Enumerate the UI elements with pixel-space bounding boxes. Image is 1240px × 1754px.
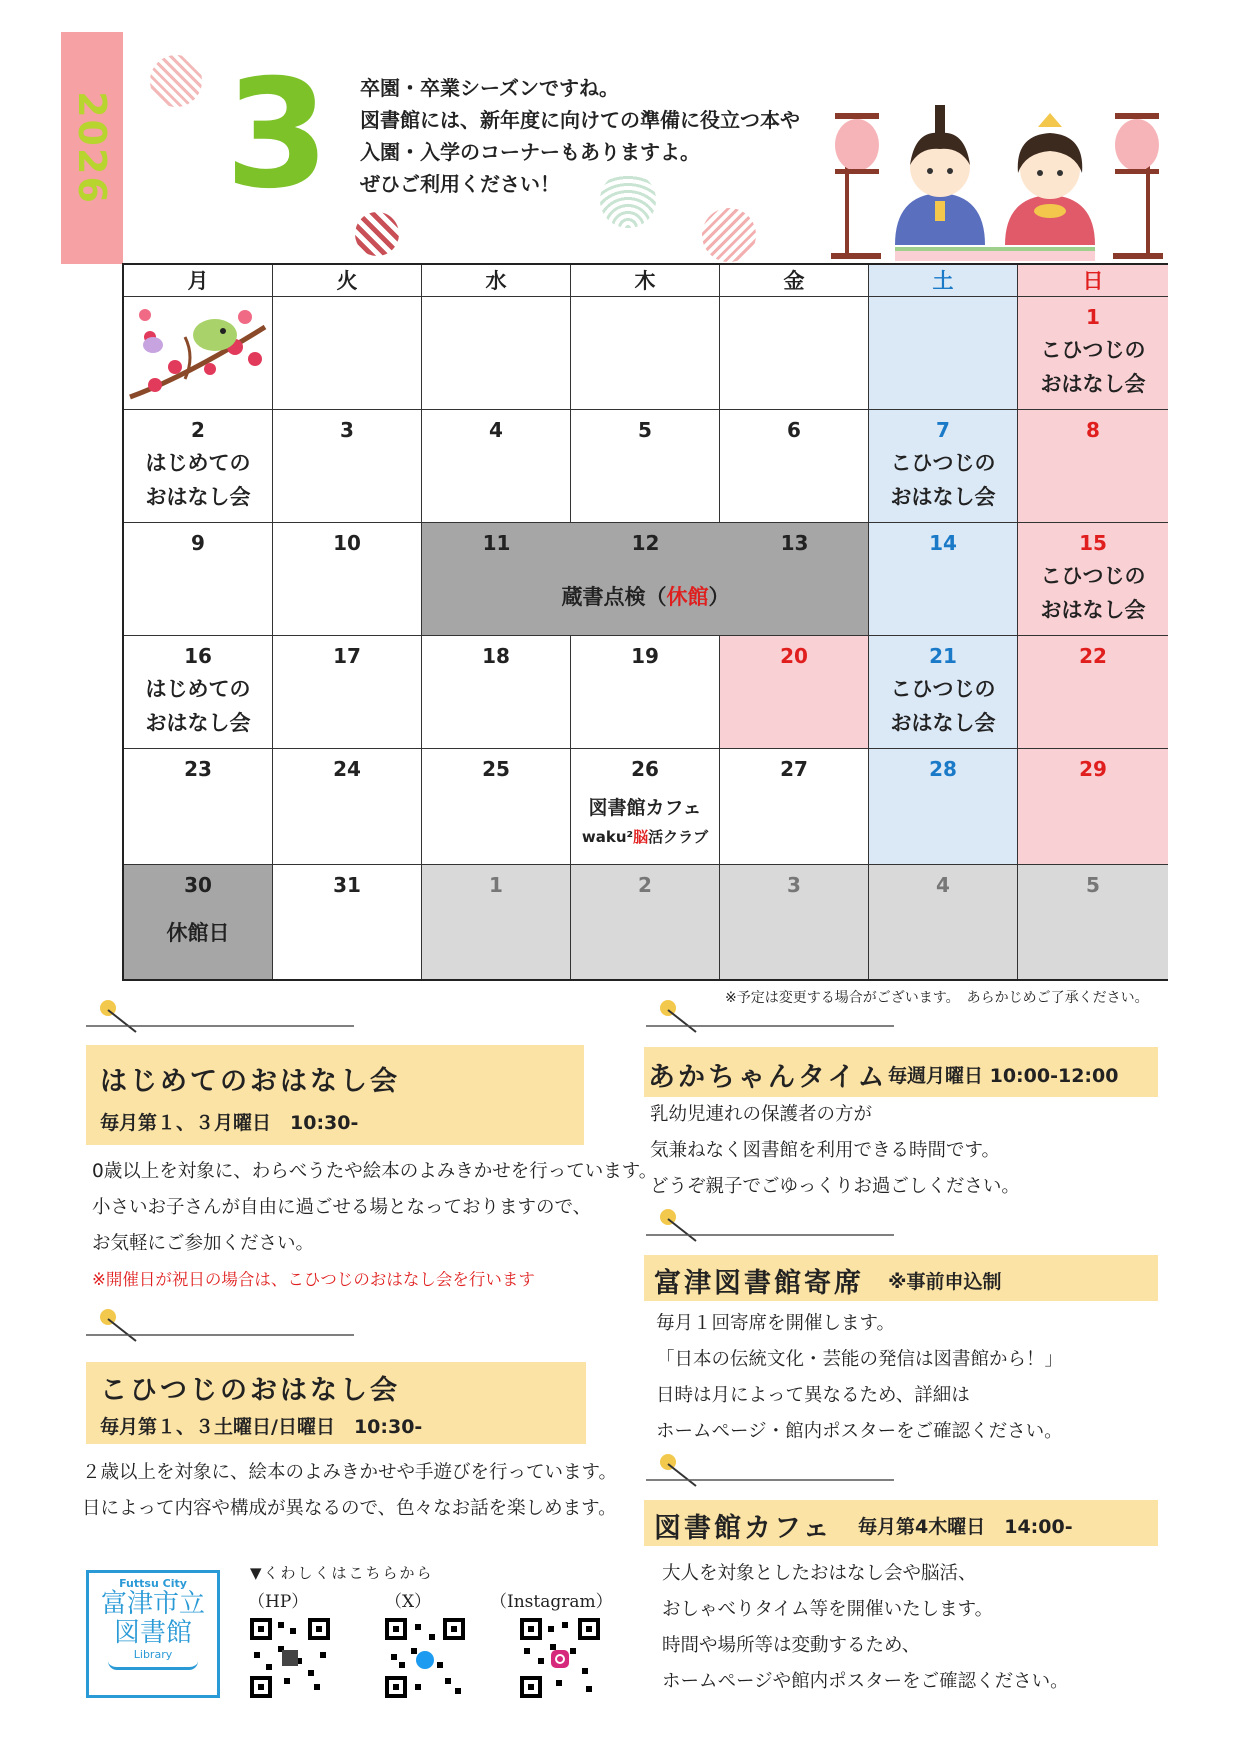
day-number: 16 [184,644,212,668]
day-number: 23 [184,757,212,781]
hp-label: （HP） [248,1592,309,1612]
day-number: 1 [489,873,503,897]
calendar-cell-day [1018,636,1168,749]
event-label: はじめての おはなし会 [145,451,251,509]
day-number: 6 [787,418,801,442]
calendar-cell-day [869,749,1018,865]
closure-label: 蔵書点検（休館） [561,585,730,609]
intro-line: 卒園・卒業シーズンですね。 [360,76,619,100]
event-label: 図書館カフェ [588,797,702,819]
holiday-warning: ※開催日が祝日の場合は、こひつじのおはなし会を行います [92,1270,535,1289]
day-number: 21 [929,644,957,668]
intro-line: 入園・入学のコーナーもありますよ。 [360,140,700,164]
day-number: 1 [1086,305,1100,329]
event-label: こひつじの おはなし会 [1040,338,1146,396]
calendar-cell-empty [273,297,422,410]
pin-divider-icon [646,1452,896,1492]
calendar-grid [122,263,1168,981]
x-qr-code-icon[interactable] [385,1618,465,1698]
yose-header [644,1255,1158,1301]
section-schedule: 毎月第１、３月曜日 10:30- [100,1112,359,1134]
calendar-cell-day [422,410,571,523]
day-number: 29 [1079,757,1107,781]
calendar-cell-day [273,749,422,865]
instagram-icon [551,1650,569,1668]
calendar-cell-day [869,523,1018,636]
section-title: はじめてのおはなし会 [100,1066,400,1097]
day-number: 17 [333,644,361,668]
akachan-description: 乳幼児連れの保護者の方が 気兼ねなく図書館を利用できる時間です。 どうぞ親子でごゆっくりお過ごしください。 [650,1104,1020,1197]
day-number: 12 [631,531,660,555]
intro-line: ぜひご利用ください！ [360,172,560,196]
weekday-header-sunday: 日 [1018,265,1168,297]
calendar-cell-day [422,636,571,749]
day-number: 11 [482,531,511,555]
section-title: あかちゃんタイム [648,1062,888,1093]
weekday-header: 金 [720,265,869,297]
calendar-cell-next-month [1018,865,1168,979]
pin-divider-icon [646,1207,896,1247]
day-number: 20 [780,644,808,668]
event-label: こひつじの おはなし会 [1040,564,1146,622]
calendar-cell-day [124,636,273,749]
calendar-cell-day [124,523,273,636]
calendar-cell-day [571,749,720,865]
calendar-cell-day [1018,523,1168,636]
calendar-cell-empty [869,297,1018,410]
day-number: 2 [638,873,652,897]
day-number: 7 [936,418,950,442]
weekday-header: 月 [124,265,273,297]
links-label: ▼くわしくはこちらから [250,1564,434,1582]
day-number: 30 [184,873,212,897]
section-schedule: ※事前申込制 [888,1271,1002,1293]
calendar-cell-day [1018,410,1168,523]
day-number: 4 [936,873,950,897]
calendar-cell-day [1018,297,1168,410]
hp-qr-code-icon[interactable] [250,1618,330,1698]
month-number: 3 [225,48,330,222]
event-label: はじめての おはなし会 [145,677,251,735]
calendar-cell-day [720,410,869,523]
calendar-cell-empty [720,297,869,410]
weekday-header: 木 [571,265,720,297]
day-number: 19 [631,644,659,668]
calendar-cell-day [273,865,422,979]
calendar-cell-next-month [869,865,1018,979]
weekday-header: 火 [273,265,422,297]
day-number: 13 [780,531,809,555]
hajimete-header [86,1045,584,1145]
calendar-cell-day [869,636,1018,749]
day-number: 24 [333,757,361,781]
calendar-cell-closed [124,865,273,979]
instagram-label: （Instagram） [490,1592,613,1612]
day-number: 5 [638,418,652,442]
plum-bird-illustration [125,297,271,407]
section-title: 富津図書館寄席 [654,1268,864,1299]
event-label: こひつじの おはなし会 [890,451,996,509]
odairi-doll-icon [895,105,985,245]
intro-message [360,72,800,200]
cafe-header [644,1500,1158,1546]
pin-divider-icon [86,998,356,1038]
day-number: 22 [1079,644,1107,668]
day-number: 15 [1079,531,1107,555]
event-label: こひつじの おはなし会 [890,677,996,735]
day-number: 26 [631,757,659,781]
calendar-cell-day [273,636,422,749]
kohitsuji-description: ２歳以上を対象に、絵本のよみきかせや手遊びを行っています。 日によって内容や構成が異なるので、色々なお話を楽しめます。 [82,1462,618,1519]
day-number: 28 [929,757,957,781]
day-number: 3 [787,873,801,897]
calendar-cell-next-month [571,865,720,979]
calendar-closure-block [422,523,869,636]
pattern-circle-decoration [702,208,756,262]
event-label: 休館日 [166,921,230,945]
calendar-cell-next-month [720,865,869,979]
calendar-cell-day [124,410,273,523]
weekday-header: 水 [422,265,571,297]
calendar-cell-day [1018,749,1168,865]
pattern-circle-decoration [150,55,202,107]
day-number: 8 [1086,418,1100,442]
ohina-doll-icon [1005,113,1095,245]
pattern-circle-decoration [355,212,399,256]
section-schedule: 毎週月曜日 10:00-12:00 [888,1065,1119,1087]
calendar-cell-next-month [422,865,571,979]
day-number: 3 [340,418,354,442]
day-number: 27 [780,757,808,781]
day-number: 4 [489,418,503,442]
event-sublabel: waku²脳活クラブ [581,828,709,846]
instagram-qr-code-icon[interactable] [520,1618,600,1698]
weekday-header-saturday: 土 [869,265,1018,297]
yose-description: 毎月１回寄席を開催します。 「日本の伝統文化・芸能の発信は図書館から！」 日時は月によって異なるため、詳細は ホームページ・館内ポスターをご確認ください。 [656,1313,1064,1442]
calendar-cell-empty [571,297,720,410]
book-icon [282,1650,298,1666]
hina-dolls-illustration [825,105,1170,265]
pin-divider-icon [86,1307,356,1347]
day-number: 2 [191,418,205,442]
hajimete-description: 0歳以上を対象に、わらべうたや絵本のよみきかせを行っています。 小さいお子さんが自由に過ごせる場となっておりますので、 お気軽にご参加ください。 ※開催日が祝日の場合は、こひつじのおはなし会を行います [92,1154,657,1298]
cafe-description: 大人を対象としたおはなし会や脳活、 おしゃべりタイム等を開催いたします。 時間や場所等は変動するため、 ホームページや館内ポスターをご確認ください。 [662,1563,1069,1692]
day-number: 10 [333,531,361,555]
x-label: （X） [385,1592,432,1612]
calendar-cell-empty [422,297,571,410]
section-title: 図書館カフェ [654,1513,833,1544]
lantern-right-icon [1113,113,1163,259]
calendar-cell-day [273,523,422,636]
calendar-cell-day [720,749,869,865]
calendar-cell-day [571,636,720,749]
day-number: 5 [1086,873,1100,897]
kohitsuji-header [86,1362,586,1444]
day-number: 25 [482,757,510,781]
day-number: 18 [482,644,510,668]
calendar-cell-day [571,410,720,523]
day-number: 14 [929,531,957,555]
calendar-cell-day [869,410,1018,523]
calendar-cell-day [422,749,571,865]
schedule-note: ※予定は変更する場合がございます。 あらかじめご了承ください。 [725,990,1149,1006]
library-logo: Futtsu City 富津市立 図書館 Library [86,1570,220,1698]
day-number: 31 [333,873,361,897]
section-schedule: 毎月第１、３土曜日/日曜日 10:30- [100,1416,423,1438]
calendar-cell-illustration [124,297,273,410]
bird-icon [416,1651,434,1669]
section-title: こひつじのおはなし会 [100,1375,400,1406]
calendar-cell-holiday [720,636,869,749]
day-number: 9 [191,531,205,555]
akachan-header [644,1047,1158,1097]
calendar-cell-day [273,410,422,523]
calendar-cell-day [124,749,273,865]
intro-line: 図書館には、新年度に向けての準備に役立つ本や [360,108,800,132]
pin-divider-icon [646,998,896,1038]
lantern-left-icon [831,113,881,259]
year-label: 2026 [70,91,115,205]
section-schedule: 毎月第4木曜日 14:00- [858,1516,1073,1538]
